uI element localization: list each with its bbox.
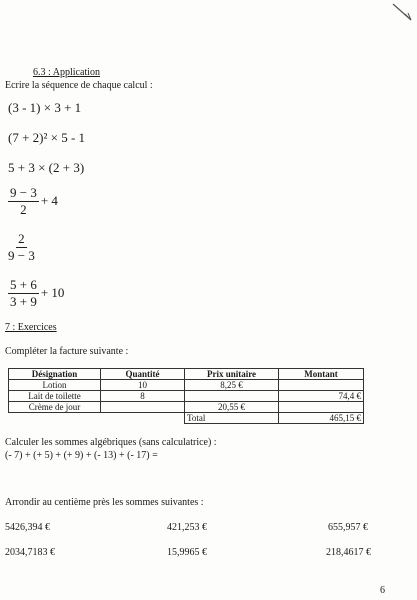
cell-prix-unitaire[interactable] [185,391,279,402]
round-instruction: Arrondir au centième près les sommes suivantes : [5,497,204,508]
fraction-3-denominator: 3 + 9 [10,293,37,309]
expression-3: 5 + 3 × (2 + 3) [8,160,85,175]
table-row [9,413,364,424]
fraction-expression-3 [8,278,64,308]
cell-montant[interactable] [279,402,364,413]
header-quantite: Quantité [101,369,185,380]
cell-montant: 74,4 € [279,391,364,402]
table-row [9,402,364,413]
cell-quantite[interactable] [101,402,185,413]
cell-quantite: 10 [101,380,185,391]
cell-designation: Crème de jour [9,402,101,413]
fraction-2-numerator: 2 [18,231,25,246]
exercices-title: 7 : Exercices [5,322,57,333]
round-value: 655,957 € [328,522,368,533]
header-prix-unitaire: Prix unitaire [185,369,279,380]
cell-montant[interactable] [279,380,364,391]
header-designation: Désignation [9,369,101,380]
fraction-3-tail: + 10 [40,285,65,301]
invoice-instruction: Compléter la facture suivante : [5,346,129,357]
total-value: 465,15 € [279,413,364,424]
application-title: 6.3 : Application [33,67,100,78]
cell-designation: Lait de toilette [9,391,101,402]
cell-empty [9,413,101,424]
cell-prix-unitaire: 20,55 € [185,402,279,413]
fraction-expression-1 [8,186,58,216]
table-row [9,391,364,402]
expression-2: (7 + 2)² × 5 - 1 [8,130,86,145]
total-label: Total [185,413,279,424]
sums-instruction: Calculer les sommes algébriques (sans calculatrice) : [5,437,217,448]
fraction-1-denominator: 2 [20,201,27,217]
fraction-expression-2 [8,232,35,262]
cell-designation: Lotion [9,380,101,391]
invoice-table [8,368,364,424]
fraction-2-denominator: 9 − 3 [8,247,35,263]
cell-empty [101,413,185,424]
fraction-3-numerator: 5 + 6 [10,277,37,292]
page-number: 6 [380,585,385,596]
expression-1: (3 - 1) × 3 + 1 [8,100,82,115]
sums-expression: (- 7) + (+ 5) + (+ 9) + (- 13) + (- 17) = [5,450,158,461]
fraction-1-tail: + 4 [40,193,58,209]
invoice-header-row [9,369,364,380]
round-value: 15,9965 € [167,547,207,558]
round-value: 218,4617 € [326,547,371,558]
cell-quantite: 8 [101,391,185,402]
corner-mark [391,2,413,22]
round-value: 5426,394 € [5,522,50,533]
application-instruction: Ecrire la séquence de chaque calcul : [5,80,153,91]
round-value: 421,253 € [167,522,207,533]
table-row [9,380,364,391]
round-value: 2034,7183 € [5,547,55,558]
cell-prix-unitaire: 8,25 € [185,380,279,391]
header-montant: Montant [279,369,364,380]
fraction-1-numerator: 9 − 3 [10,185,37,200]
